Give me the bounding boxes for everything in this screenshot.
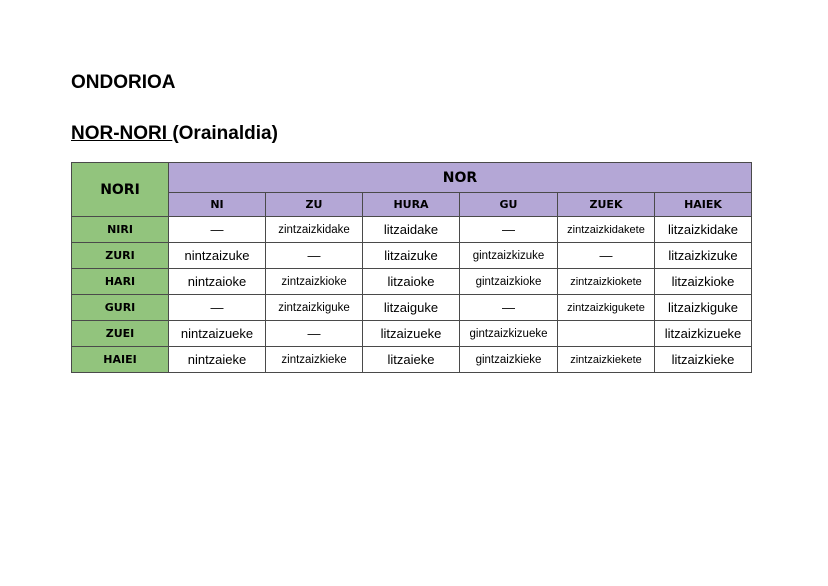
table-cell bbox=[558, 321, 655, 347]
table-cell: zintzaizkiokete bbox=[558, 269, 655, 295]
row-header-haiei: HAIEI bbox=[72, 347, 169, 373]
table-cell: zintzaizkidake bbox=[266, 217, 363, 243]
table-cell: litzaiguke bbox=[363, 295, 460, 321]
table-cell: — bbox=[266, 243, 363, 269]
section-title-qualifier: (Orainaldia) bbox=[172, 123, 278, 144]
nor-group-header: NOR bbox=[169, 163, 752, 193]
table-cell: litzaizkiguke bbox=[655, 295, 752, 321]
table-cell: litzaizueke bbox=[363, 321, 460, 347]
table-row bbox=[72, 347, 752, 373]
table-cell: — bbox=[460, 295, 558, 321]
table-row bbox=[72, 217, 752, 243]
column-header-ni: NI bbox=[169, 193, 266, 217]
table-cell: litzaizkizueke bbox=[655, 321, 752, 347]
table-cell: gintzaizkioke bbox=[460, 269, 558, 295]
nori-header: NORI bbox=[72, 163, 169, 217]
table-cell: gintzaizkizueke bbox=[460, 321, 558, 347]
column-header-haiek: HAIEK bbox=[655, 193, 752, 217]
section-title bbox=[71, 122, 278, 146]
table-cell: — bbox=[169, 217, 266, 243]
table-cell: zintzaizkieke bbox=[266, 347, 363, 373]
table-cell: zintzaizkioke bbox=[266, 269, 363, 295]
table-cell: zintzaizkidakete bbox=[558, 217, 655, 243]
table-cell: — bbox=[169, 295, 266, 321]
row-header-hari: HARI bbox=[72, 269, 169, 295]
conjugation-table bbox=[71, 162, 752, 373]
table-cell: nintzaieke bbox=[169, 347, 266, 373]
row-header-zuei: ZUEI bbox=[72, 321, 169, 347]
table-cell: litzaizkidake bbox=[655, 217, 752, 243]
section-title-main: NOR-NORI bbox=[71, 123, 173, 144]
column-header-zu: ZU bbox=[266, 193, 363, 217]
table-cell: zintzaizkiguke bbox=[266, 295, 363, 321]
table-row bbox=[72, 243, 752, 269]
table-row bbox=[72, 321, 752, 347]
column-header-zuek: ZUEK bbox=[558, 193, 655, 217]
table-cell: litzaidake bbox=[363, 217, 460, 243]
column-header-gu: GU bbox=[460, 193, 558, 217]
table-cell: litzaioke bbox=[363, 269, 460, 295]
row-header-zuri: ZURI bbox=[72, 243, 169, 269]
table-row bbox=[72, 269, 752, 295]
table-cell: nintzaizuke bbox=[169, 243, 266, 269]
table-cell: — bbox=[558, 243, 655, 269]
table-cell: litzaizuke bbox=[363, 243, 460, 269]
table-cell: — bbox=[460, 217, 558, 243]
table-cell: zintzaizkiekete bbox=[558, 347, 655, 373]
page-heading: ONDORIOA bbox=[71, 72, 176, 93]
table-cell: gintzaizkizuke bbox=[460, 243, 558, 269]
table-cell: zintzaizkigukete bbox=[558, 295, 655, 321]
table-row bbox=[72, 295, 752, 321]
row-header-guri: GURI bbox=[72, 295, 169, 321]
table-cell: nintzaizueke bbox=[169, 321, 266, 347]
table-cell: litzaizkieke bbox=[655, 347, 752, 373]
table-cell: litzaizkizuke bbox=[655, 243, 752, 269]
table-cell: gintzaizkieke bbox=[460, 347, 558, 373]
table-cell: litzaizkioke bbox=[655, 269, 752, 295]
table-cell: — bbox=[266, 321, 363, 347]
column-header-hura: HURA bbox=[363, 193, 460, 217]
row-header-niri: NIRI bbox=[72, 217, 169, 243]
table-cell: nintzaioke bbox=[169, 269, 266, 295]
table-cell: litzaieke bbox=[363, 347, 460, 373]
